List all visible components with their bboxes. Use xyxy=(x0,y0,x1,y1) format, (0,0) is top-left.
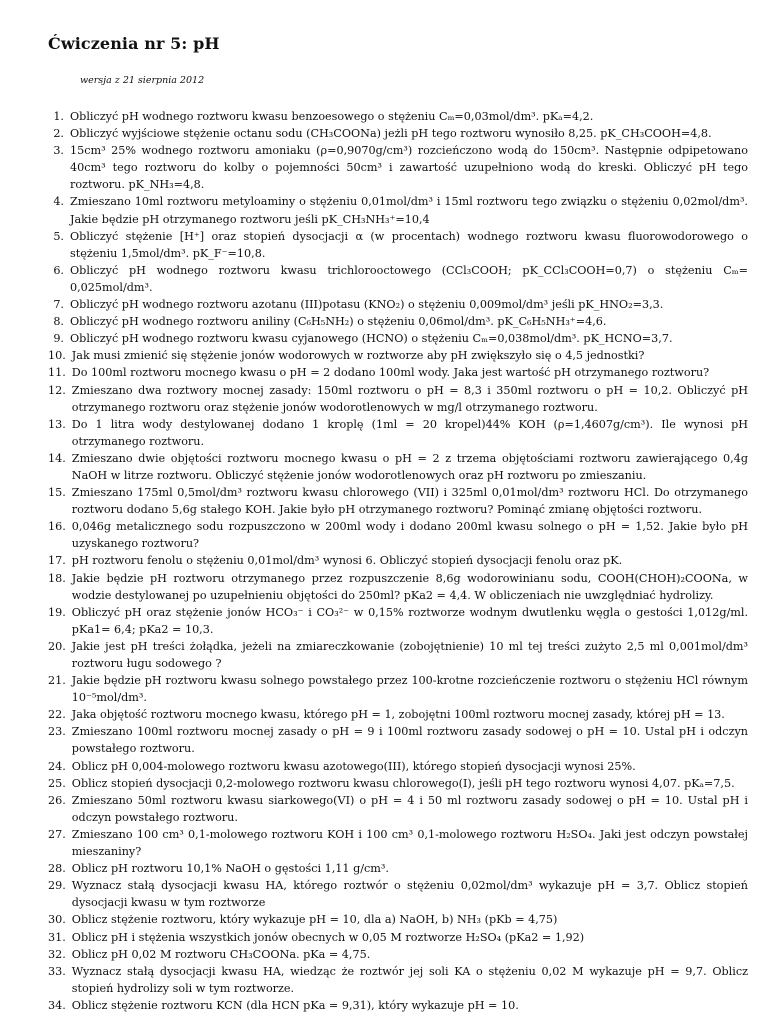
task-item xyxy=(48,364,748,381)
task-text: Obliczyć pH wodnego roztworu kwasu cyjanowego (HCNO) o stężeniu Cₘ=0,038mol/dm³. pK_HCNO=3,7. xyxy=(70,332,673,346)
task-number: 3. xyxy=(53,144,64,158)
task-text: 0,046g metalicznego sodu rozpuszczono w 200ml wody i dodano 200ml kwasu solnego o pH = 1,52. Jakie było pH uzyskanego roztworu? xyxy=(71,520,748,551)
task-text: Obliczyć pH wodnego roztworu kwasu trichlorooctowego (CCl₃COOH; pK_CCl₃COOH=0,7) o stężeniu Cₘ= 0,025mol/dm³. xyxy=(70,263,748,294)
task-number: 4. xyxy=(53,195,64,209)
task-item xyxy=(48,570,748,604)
task-item xyxy=(48,775,748,792)
task-text: Obliczyć pH wodnego roztworu aniliny (C₆H₅NH₂) o stężeniu 0,06mol/dm³. pK_C₆H₅NH₃⁺=4,6. xyxy=(70,315,607,329)
task-number: 30. xyxy=(48,913,66,927)
task-number: 28. xyxy=(48,862,66,876)
task-text: Oblicz stężenie roztworu KCN (dla HCN pKa = 9,31), który wykazuje pH = 10. xyxy=(71,998,519,1012)
task-number: 12. xyxy=(48,383,66,397)
task-text: pH roztworu fenolu o stężeniu 0,01mol/dm³ wynosi 6. Obliczyć stopień dysocjacji fenolu oraz pK. xyxy=(71,554,623,568)
task-number: 9. xyxy=(53,332,64,346)
task-number: 17. xyxy=(48,554,66,568)
task-item xyxy=(48,313,748,330)
task-text: Jak musi zmienić się stężenie jonów wodorowych w roztworze aby pH zwiększyło się o 4,5 jednostki? xyxy=(71,349,645,363)
task-number: 22. xyxy=(48,708,66,722)
task-text: Wyznacz stałą dysocjacji kwasu HA, którego roztwór o stężeniu 0,02mol/dm³ wykazuje pH = 3,7. Oblicz stopień dysocjacji kwasu w tym roztworze xyxy=(71,879,748,910)
task-text: Oblicz stężenie roztworu, który wykazuje pH = 10, dla a) NaOH, b) NH₃ (pKb = 4,75) xyxy=(71,913,558,927)
task-number: 25. xyxy=(48,776,66,790)
task-text: Obliczyć pH wodnego roztworu azotanu (III)potasu (KNO₂) o stężeniu 0,009mol/dm³ jeśli pK_HNO₂=3,3. xyxy=(70,298,664,312)
task-text: Zmieszano 100ml roztworu mocnej zasady o pH = 9 i 100ml roztworu zasady sodowej o pH = 10. Ustal pH i odczyn powstałego roztworu. xyxy=(71,725,748,756)
task-number: 34. xyxy=(48,998,66,1012)
task-number: 2. xyxy=(53,127,64,141)
task-item xyxy=(48,672,748,706)
task-text: Jakie będzie pH roztworu otrzymanego przez rozpuszczenie 8,6g wodorowinianu sodu, COOH(CHOH)₂COONa, w wodzie destylowanej po uzupełnieniu objętości do 250ml? pKa2 = 4,4. W obliczeniach nie uwzględniać hydrolizy. xyxy=(71,571,748,602)
task-item xyxy=(48,382,748,416)
task-item xyxy=(48,929,748,946)
task-number: 31. xyxy=(48,930,66,944)
task-item xyxy=(48,228,748,262)
task-item xyxy=(48,450,748,484)
task-text: Jakie będzie pH roztworu kwasu solnego powstałego przez 100-krotne rozcieńczenie roztworu o stężeniu HCl równym 10⁻⁵mol/dm³. xyxy=(71,674,748,705)
task-item xyxy=(48,758,748,775)
task-text: Do 1 litra wody destylowanej dodano 1 kroplę (1ml = 20 kropel)44% KOH (ρ=1,4607g/cm³). Ile wynosi pH otrzymanego roztworu. xyxy=(71,417,748,448)
task-item xyxy=(48,997,748,1014)
task-number: 6. xyxy=(53,263,64,277)
document-page xyxy=(48,28,748,1014)
task-text: Zmieszano dwa roztwory mocnej zasady: 150ml roztworu o pH = 8,3 i 350ml roztworu o pH = 10,2. Obliczyć pH otrzymanego roztworu oraz stężenie jonów wodorotlenowych w mg/l otrzymanego roztworu. xyxy=(71,383,748,414)
task-text: Do 100ml roztworu mocnego kwasu o pH = 2 dodano 100ml wody. Jaka jest wartość pH otrzymanego roztworu? xyxy=(71,366,710,380)
task-number: 33. xyxy=(48,964,66,978)
task-number: 14. xyxy=(48,451,66,465)
task-item xyxy=(48,193,748,227)
version-note: wersja z 21 sierpnia 2012 xyxy=(80,75,205,86)
task-text: 15cm³ 25% wodnego roztworu amoniaku (ρ=0,9070g/cm³) rozcieńczono wodą do 150cm³. Następnie odpipetowano 40cm³ tego roztworu do kolby o pojemności 50cm³ i zawartość uzupełniono wodą do kreski. Obliczyć pH tego roztworu. pK_NH₃=4,8. xyxy=(70,144,748,192)
task-text: Jaka objętość roztworu mocnego kwasu, którego pH = 1, zobojętni 100ml roztworu mocnej zasady, której pH = 13. xyxy=(71,708,725,722)
task-text: Zmieszano dwie objętości roztworu mocnego kwasu o pH = 2 z trzema objętościami roztworu zawierającego 0,4g NaOH w litrze roztworu. Obliczyć stężenie jonów wodorotlenowych oraz pH roztworu po zmieszaniu. xyxy=(71,451,748,482)
task-text: Zmieszano 175ml 0,5mol/dm³ roztworu kwasu chlorowego (VII) i 325ml 0,01mol/dm³ roztworu HCl. Do otrzymanego roztworu dodano 5,6g stałego KOH. Jakie było pH otrzymanego roztworu? Pominąć zmianę objętości roztworu. xyxy=(71,486,748,517)
task-item xyxy=(48,347,748,364)
task-item xyxy=(48,877,748,911)
task-item xyxy=(48,108,748,125)
task-number: 8. xyxy=(53,315,64,329)
task-item xyxy=(48,706,748,723)
task-list xyxy=(48,108,748,1014)
task-item xyxy=(48,792,748,826)
task-number: 18. xyxy=(48,571,66,585)
task-number: 5. xyxy=(53,229,64,243)
task-text: Wyznacz stałą dysocjacji kwasu HA, wiedząc że roztwór jej soli KA o stężeniu 0,02 M wykazuje pH = 9,7. Oblicz stopień hydrolizy soli w tym roztworze. xyxy=(71,964,748,995)
task-text: Oblicz pH i stężenia wszystkich jonów obecnych w 0,05 M roztworze H₂SO₄ (pKa2 = 1,92) xyxy=(71,930,585,944)
task-number: 24. xyxy=(48,759,66,773)
document-title: Ćwiczenia nr 5: pH xyxy=(48,34,220,53)
task-text: Obliczyć wyjściowe stężenie octanu sodu (CH₃COONa) jeżli pH tego roztworu wynosiło 8,25. pK_CH₃COOH=4,8. xyxy=(70,127,712,141)
task-item xyxy=(48,604,748,638)
task-number: 29. xyxy=(48,879,66,893)
task-item xyxy=(48,826,748,860)
task-number: 11. xyxy=(48,366,66,380)
task-number: 21. xyxy=(48,674,66,688)
task-text: Obliczyć pH wodnego roztworu kwasu benzoesowego o stężeniu Cₘ=0,03mol/dm³. pKₐ=4,2. xyxy=(70,110,594,123)
task-item xyxy=(48,296,748,313)
task-item xyxy=(48,330,748,347)
task-text: Zmieszano 100 cm³ 0,1-molowego roztworu KOH i 100 cm³ 0,1-molowego roztworu H₂SO₄. Jaki jest odczyn powstałej mieszaniny? xyxy=(71,827,748,859)
task-text: Jakie jest pH treści żołądka, jeżeli na zmiareczkowanie (zobojętnienie) 10 ml tej treści zużyto 2,5 ml 0,001mol/dm³ roztworu ługu sodowego ? xyxy=(71,639,748,670)
task-item xyxy=(48,638,748,672)
task-text: Oblicz pH 0,004-molowego roztworu kwasu azotowego(III), którego stopień dysocjacji wynosi 25%. xyxy=(71,759,636,773)
task-text: Obliczyć pH oraz stężenie jonów HCO₃⁻ i CO₃²⁻ w 0,15% roztworze wodnym dwutlenku węgla o gestości 1,012g/ml. pKa1= 6,4; pKa2 = 10,3. xyxy=(71,605,748,636)
task-number: 1. xyxy=(53,110,64,123)
task-text: Zmieszano 50ml roztworu kwasu siarkowego(VI) o pH = 4 i 50 ml roztworu zasady sodowej o pH = 10. Ustal pH i odczyn powstałego roztworu. xyxy=(71,793,748,824)
task-item xyxy=(48,946,748,963)
task-text: Oblicz pH roztworu 10,1% NaOH o gęstości 1,11 g/cm³. xyxy=(71,862,389,876)
task-item xyxy=(48,416,748,450)
task-item xyxy=(48,518,748,552)
task-number: 15. xyxy=(48,486,66,500)
task-number: 10. xyxy=(48,349,66,363)
task-item xyxy=(48,142,748,193)
task-number: 7. xyxy=(53,298,64,312)
task-number: 32. xyxy=(48,947,66,961)
task-number: 26. xyxy=(48,793,66,807)
task-item xyxy=(48,963,748,997)
task-number: 13. xyxy=(48,417,66,431)
task-item xyxy=(48,125,748,142)
task-text: Zmieszano 10ml roztworu metyloaminy o stężeniu 0,01mol/dm³ i 15ml roztworu tego związku o stężeniu 0,02mol/dm³. Jakie będzie pH otrzymanego roztworu jeśli pK_CH₃NH₃⁺=10,4 xyxy=(70,195,748,226)
task-number: 27. xyxy=(48,827,66,841)
task-item xyxy=(48,484,748,518)
task-number: 16. xyxy=(48,520,66,534)
task-item xyxy=(48,552,748,569)
task-number: 20. xyxy=(48,639,66,653)
task-item xyxy=(48,911,748,928)
task-text: Obliczyć stężenie [H⁺] oraz stopień dysocjacji α (w procentach) wodnego roztworu kwasu fluorowodorowego o stężeniu 1,5mol/dm³. pK_F⁻=10,8. xyxy=(70,229,748,260)
task-text: Oblicz pH 0,02 M roztworu CH₃COONa. pKa = 4,75. xyxy=(71,947,371,961)
task-item xyxy=(48,860,748,877)
task-item xyxy=(48,262,748,296)
task-number: 23. xyxy=(48,725,66,739)
task-text: Oblicz stopień dysocjacji 0,2-molowego roztworu kwasu chlorowego(I), jeśli pH tego roztworu wynosi 4,07. pKₐ=7,5. xyxy=(71,776,735,790)
task-item xyxy=(48,723,748,757)
task-number: 19. xyxy=(48,605,66,619)
